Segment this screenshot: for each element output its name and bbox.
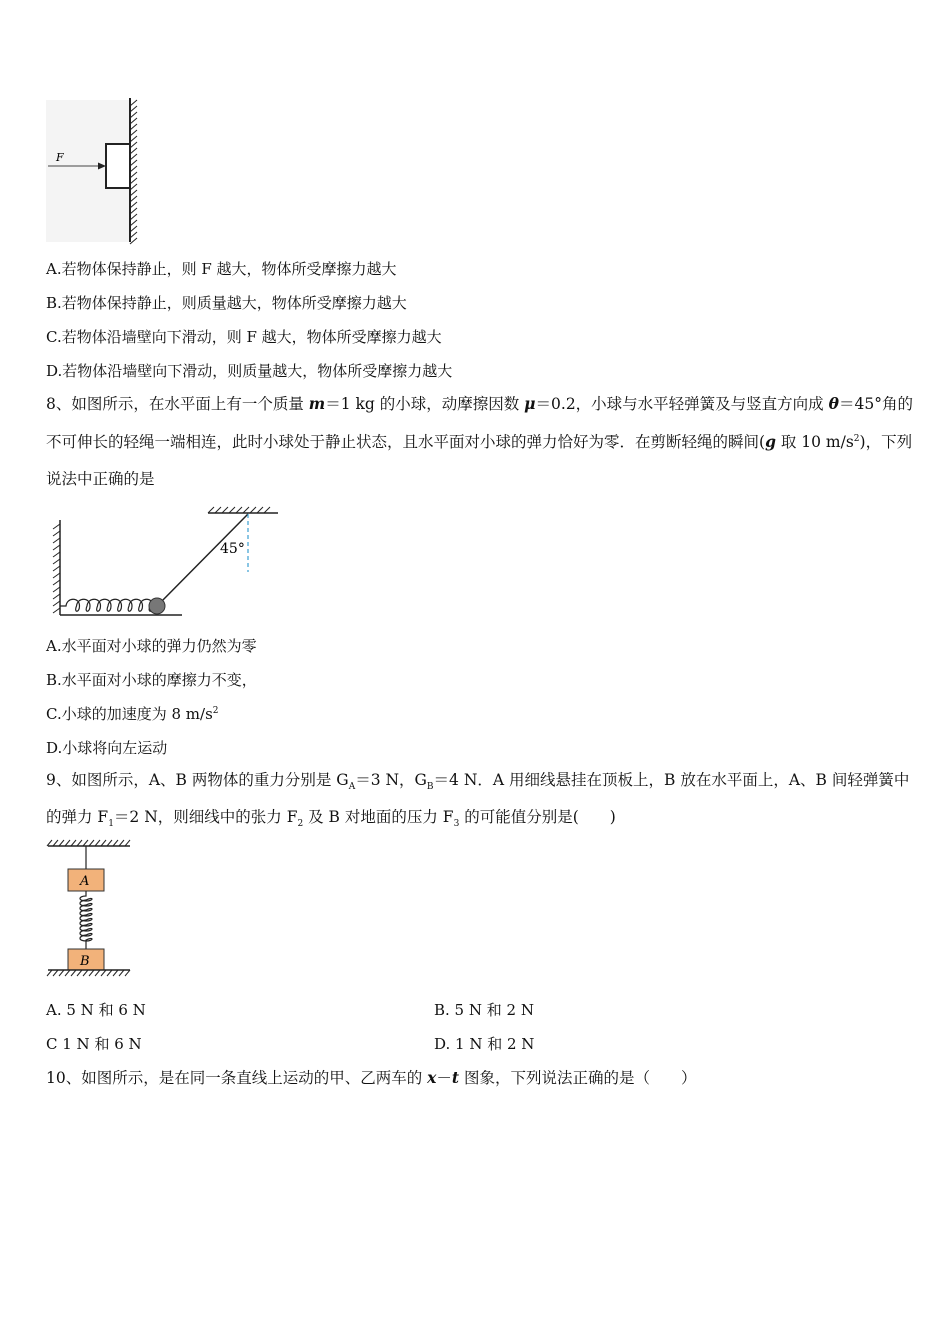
q10-stem: 10、如图所示，是在同一条直线上运动的甲、乙两车的 x－t 图象，下列说法正确的是（ ） xyxy=(46,1068,697,1087)
q8-option-b: B.水平面对小球的摩擦力不变， xyxy=(46,671,257,689)
force-label: F xyxy=(56,151,64,164)
q7-option-d: D.若物体沿墙壁向下滑动，则质量越大，物体所受摩擦力越大 xyxy=(46,362,453,380)
q8-stem: 8、如图所示，在水平面上有一个质量 m＝1 kg 的小球，动摩擦因数 μ＝0.2，小球与水平轻弹簧及与竖直方向成 θ＝45°角的不可伸长的轻绳一端相连，此时小球处于静止状态，且水平面对小球的弹力恰好为零．在剪断轻绳的瞬间(g 取 10 $m/s^2$)，下列说法中正确的是 xyxy=(46,394,913,488)
q9-option-d: D. 1 N 和 2 N xyxy=(434,1035,535,1053)
block-b-label: B xyxy=(80,954,90,969)
q9-option-c: C 1 N 和 6 N xyxy=(46,1035,142,1053)
q9-option-b: B. 5 N 和 2 N xyxy=(434,1001,534,1019)
q8-option-d: D.小球将向左运动 xyxy=(46,739,168,757)
q8-option-c: C.小球的加速度为 8 $m/s^2$ xyxy=(46,705,219,723)
q9-option-a: A. 5 N 和 6 N xyxy=(46,1001,146,1019)
q7-option-c: C.若物体沿墙壁向下滑动，则 F 越大，物体所受摩擦力越大 xyxy=(46,328,442,346)
q7-option-a: A.若物体保持静止，则 F 越大，物体所受摩擦力越大 xyxy=(46,260,397,278)
block-a-label: A xyxy=(80,874,90,889)
q8-option-a: A.水平面对小球的弹力仍然为零 xyxy=(46,637,257,655)
q9-stem: 9、如图所示，A、B 两物体的重力分别是 $G_A=3$ N，$G_B=4$ N．A 用细线悬挂在顶板上，B 放在水平面上，A、B 间轻弹簧中的弹力 $F_1=2$ N，则细线中的张力 $F_2$ 及 B 对地面的压力 $F_3$ 的可能值分别是( ) xyxy=(46,771,910,830)
angle-label: 45° xyxy=(220,541,245,557)
q7-option-b: B.若物体保持静止，则质量越大，物体所受摩擦力越大 xyxy=(46,294,407,312)
